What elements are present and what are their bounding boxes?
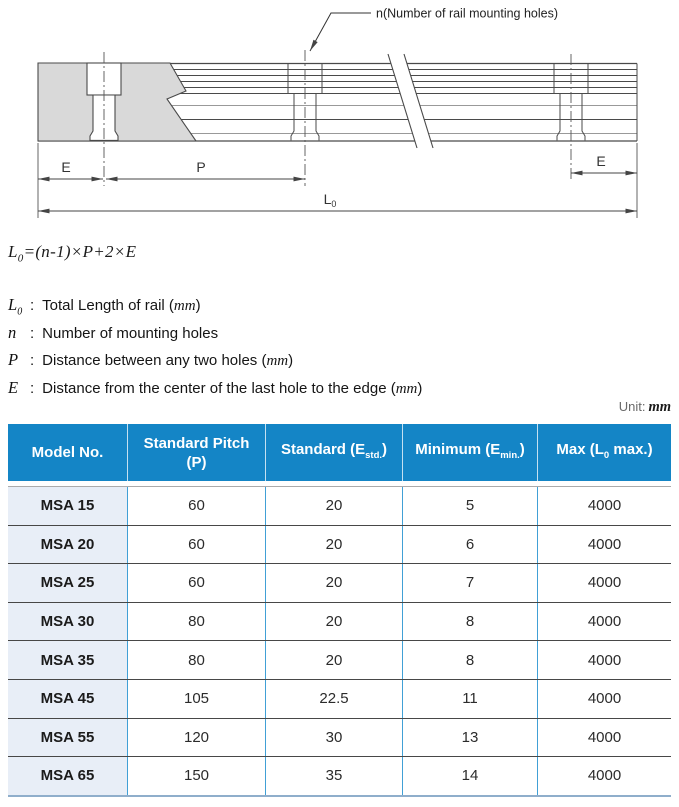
header-cell-max-length: Max ($L_0$ max.) (537, 424, 671, 481)
unit-mm: mm (395, 380, 418, 397)
definition-l0 (8, 295, 608, 323)
label-l: L (323, 191, 332, 207)
cell-standard-e: 22.5 (265, 680, 402, 718)
header-cell-standard-e: Standard $(E_{std.})$ (265, 424, 402, 481)
label-e-right: E (596, 153, 606, 169)
definition-colon: : (30, 352, 35, 369)
cell-standard-e: 30 (265, 719, 402, 757)
unit-note-label: Unit: (618, 399, 646, 414)
definition-e (8, 378, 608, 406)
header-cell-model: Model No. (31, 444, 104, 461)
cell-pitch: 60 (127, 526, 265, 564)
definition-symbol: $L_0$ (8, 295, 23, 318)
table-header-row (8, 424, 671, 481)
definition-p (8, 350, 608, 378)
cell-model: MSA 20 (8, 526, 127, 564)
cell-standard-e: 35 (265, 757, 402, 795)
unit-mm: mm (266, 353, 289, 369)
cell-max-length: 4000 (537, 680, 671, 718)
cell-minimum-e: 8 (402, 603, 537, 641)
cell-pitch: 120 (127, 719, 265, 757)
dimension-lines (38, 173, 637, 211)
definition-symbol: E (8, 377, 19, 397)
formula-variable: L (8, 242, 18, 261)
cell-max-length: 4000 (537, 641, 671, 679)
table-body (8, 486, 671, 797)
cell-model: MSA 25 (8, 564, 127, 602)
cell-max-length: 4000 (537, 487, 671, 525)
definition-text: Distance from the center of the last hole to the edge (mm) (42, 379, 423, 397)
cell-model: MSA 65 (8, 757, 127, 795)
cell-model: MSA 35 (8, 641, 127, 679)
extension-lines (38, 143, 637, 218)
cell-standard-e: 20 (265, 603, 402, 641)
cell-model: MSA 55 (8, 719, 127, 757)
cell-pitch: 80 (127, 641, 265, 679)
table-row-msa65 (8, 756, 671, 795)
header-cell-minimum-e: Minimum $(E_{min.})$ (402, 424, 537, 481)
definition-text: Number of mounting holes (42, 324, 219, 342)
unit-note-value: mm (648, 399, 671, 415)
cell-minimum-e: 11 (402, 680, 537, 718)
definition-colon: : (30, 297, 35, 314)
definition-n (8, 323, 608, 351)
label-l-sub: 0 (331, 199, 337, 209)
cell-pitch: 150 (127, 757, 265, 795)
symbol-definitions (8, 295, 608, 405)
cell-minimum-e: 8 (402, 641, 537, 679)
cell-model: MSA 45 (8, 680, 127, 718)
length-formula (8, 242, 136, 264)
rail-diagram-svg (0, 0, 679, 232)
cell-minimum-e: 5 (402, 487, 537, 525)
cell-standard-e: 20 (265, 487, 402, 525)
cell-standard-e: 20 (265, 564, 402, 602)
table-row-msa25 (8, 563, 671, 602)
definition-colon: : (30, 379, 35, 397)
rail-diagram (0, 0, 679, 232)
table-row-msa15 (8, 486, 671, 525)
definition-symbol: n (8, 322, 17, 342)
leader-arrow (310, 13, 371, 51)
cell-minimum-e: 6 (402, 526, 537, 564)
cell-max-length: 4000 (537, 757, 671, 795)
spec-table (8, 424, 671, 797)
table-row-msa20 (8, 525, 671, 564)
cell-model: MSA 15 (8, 487, 127, 525)
cell-pitch: 105 (127, 680, 265, 718)
cell-minimum-e: 14 (402, 757, 537, 795)
label-e-left: E (61, 159, 71, 175)
header-cell-pitch: Standard Pitch (P) (127, 424, 265, 481)
cell-pitch: 80 (127, 603, 265, 641)
unit-note (619, 399, 671, 416)
cell-minimum-e: 13 (402, 719, 537, 757)
table-row-msa30 (8, 602, 671, 641)
definition-symbol: P (8, 350, 19, 369)
cell-max-length: 4000 (537, 564, 671, 602)
label-pitch: P (196, 159, 206, 175)
definition-text: Distance between any two holes (mm) (42, 352, 294, 369)
definition-text: Total Length of rail (mm) (42, 297, 201, 314)
table-row-msa55 (8, 718, 671, 757)
hole-count-annotation: n(Number of rail mounting holes) (376, 6, 559, 21)
cell-model: MSA 30 (8, 603, 127, 641)
formula-expression: =(n-1)×P+2×E (23, 242, 137, 261)
label-total-length (324, 191, 337, 209)
cell-max-length: 4000 (537, 719, 671, 757)
definition-colon: : (30, 324, 35, 342)
table-row-msa45 (8, 679, 671, 718)
cell-minimum-e: 7 (402, 564, 537, 602)
cell-standard-e: 20 (265, 526, 402, 564)
cell-pitch: 60 (127, 564, 265, 602)
cell-standard-e: 20 (265, 641, 402, 679)
cell-pitch: 60 (127, 487, 265, 525)
formula-variable-sub: 0 (17, 252, 24, 265)
table-row-msa35 (8, 640, 671, 679)
cell-max-length: 4000 (537, 526, 671, 564)
cell-max-length: 4000 (537, 603, 671, 641)
unit-mm: mm (173, 298, 196, 314)
